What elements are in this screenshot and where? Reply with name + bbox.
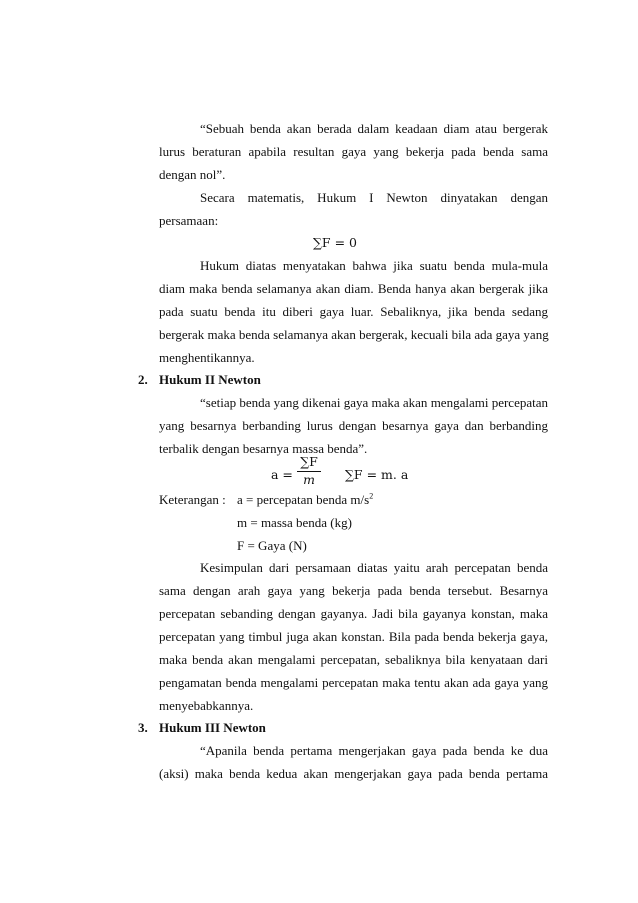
paragraph-5-line-6: pengamatan benda mengalami percepatan maka tentu akan ada gaya yang [159, 675, 548, 690]
paragraph-3-line-5: menghentikannya. [159, 350, 255, 365]
paragraph-1-line-3: dengan nol”. [159, 167, 226, 182]
keterangan-item-mass: m = massa benda (kg) [237, 515, 352, 530]
paragraph-3-line-2: diam maka benda selamanya akan diam. Benda hanya akan bergerak jika [159, 281, 548, 296]
paragraph-4-line-3: terbalik dengan besarnya massa benda”. [159, 441, 368, 456]
equation-a-lhs: a = [271, 467, 293, 482]
keterangan-item-acceleration-exponent: 2 [369, 491, 374, 501]
section-2-number: 2. [138, 372, 148, 387]
keterangan-item-acceleration-text: a = percepatan benda m/s [237, 492, 370, 507]
paragraph-6-line-1: “Apanila benda pertama mengerjakan gaya pada benda ke dua [200, 743, 548, 758]
equation-sum-f-zero: ∑F = 0 [313, 235, 357, 250]
paragraph-5-line-7: menyebabkannya. [159, 698, 254, 713]
keterangan-label: Keterangan : [159, 492, 226, 507]
paragraph-3-line-3: pada suatu benda itu diberi gaya luar. Sebaliknya, jika benda sedang [159, 304, 548, 319]
paragraph-2-line-1: Secara matematis, Hukum I Newton dinyatakan dengan [200, 190, 548, 205]
paragraph-5-line-1: Kesimpulan dari persamaan diatas yaitu arah percepatan benda [200, 560, 548, 575]
section-3-number: 3. [138, 720, 148, 735]
paragraph-3-line-4: bergerak maka benda selamanya akan bergerak, kecuali bila ada gaya yang [159, 327, 549, 342]
paragraph-5-line-5: maka benda akan mengalami percepatan, sebaliknya bila kenyataan dari [159, 652, 548, 667]
section-2-title: Hukum II Newton [159, 372, 261, 387]
paragraph-2-line-2: persamaan: [159, 213, 219, 228]
fraction-denominator: m [303, 472, 315, 487]
paragraph-1-line-2: lurus beraturan apabila resultan gaya yang bekerja pada benda sama [159, 144, 548, 159]
paragraph-6-line-2: (aksi) maka benda kedua akan mengerjakan gaya pada benda pertama [159, 766, 548, 781]
equation-fraction [297, 455, 321, 487]
paragraph-4-line-2: yang besarnya berbanding lurus dengan besarnya gaya dan berbanding [159, 418, 548, 433]
section-3-title: Hukum III Newton [159, 720, 266, 735]
paragraph-5-line-3: percepatan sebanding dengan gayanya. Jadi bila gayanya konstan, maka [159, 606, 548, 621]
paragraph-5-line-2: sama dengan arah gaya yang bekerja pada benda tersebut. Besarnya [159, 583, 548, 598]
paragraph-4-line-1: “setiap benda yang dikenai gaya maka akan mengalami percepatan [200, 395, 548, 410]
paragraph-5-line-4: percepatan yang timbul juga akan konstan. Bila pada benda bekerja gaya, [159, 629, 548, 644]
fraction-numerator: ∑F [300, 454, 318, 469]
keterangan-item-force: F = Gaya (N) [237, 538, 307, 553]
paragraph-3-line-1: Hukum diatas menyatakan bahwa jika suatu benda mula-mula [200, 258, 548, 273]
keterangan-item-acceleration [237, 492, 373, 508]
paragraph-1-line-1: “Sebuah benda akan berada dalam keadaan diam atau bergerak [200, 121, 548, 136]
equation-force-mass: ∑F = m. a [345, 467, 409, 482]
